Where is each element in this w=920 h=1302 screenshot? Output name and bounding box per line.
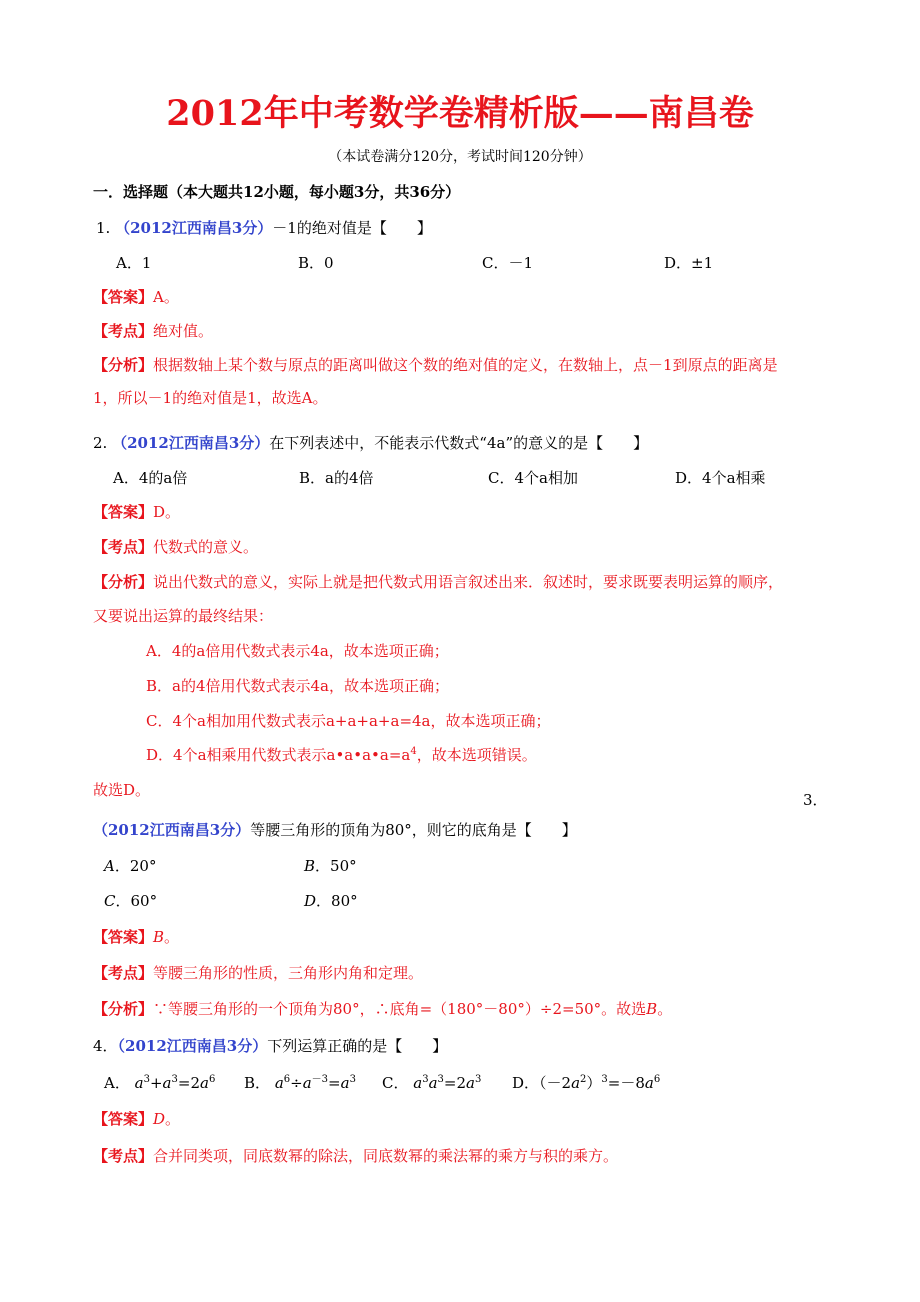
exam-info: （本试卷满分120分，考试时间120分钟）	[328, 149, 592, 165]
option-letter: A．	[104, 1074, 130, 1092]
answer	[93, 287, 179, 307]
option-d: D．4个a相乘	[675, 469, 766, 487]
option-letter: C	[104, 892, 116, 910]
question-stem: 下列运算正确的是【 】	[267, 1037, 448, 1055]
answer-value: D	[153, 1110, 166, 1128]
option-letter: B．	[244, 1074, 271, 1092]
option-c: C．4个a相加	[488, 469, 578, 487]
answer	[93, 927, 179, 947]
option-d: D．$(-2a^2)^3=-8a^6$	[512, 1074, 661, 1092]
option-d: D．±1	[664, 254, 714, 272]
analysis-option-b: B．a的4倍用代数式表示4a，故本选项正确；	[146, 677, 449, 695]
question-number: 3．	[803, 791, 828, 809]
question-source: （2012江西南昌3分）	[115, 219, 273, 237]
question-2	[93, 433, 648, 453]
detail-text-end: ，故本选项错误。	[416, 746, 537, 764]
question-source: （2012江西南昌3分）	[93, 821, 251, 839]
question-3	[93, 820, 577, 840]
key-point	[93, 963, 423, 983]
analysis	[93, 999, 672, 1019]
analysis-tag: 【分析】	[93, 1000, 154, 1018]
option-value: 60°	[130, 892, 158, 910]
option-c: C．60°	[104, 892, 158, 910]
analysis-text: ∵等腰三角形的一个顶角为80°，∴底角=（180°－80°）÷2=50°。故选	[153, 1000, 647, 1018]
key-point-tag: 【考点】	[93, 964, 154, 982]
key-point-tag: 【考点】	[93, 538, 154, 556]
question-number: 1.	[96, 219, 111, 237]
question-stem: －1的绝对值是【 】	[272, 219, 432, 237]
answer	[93, 502, 180, 522]
answer-value: A。	[153, 288, 179, 306]
answer-tag: 【答案】	[93, 1110, 154, 1128]
detail-text: D．4个a相乘用代数式表示a•a•a•a=a	[146, 746, 411, 764]
option-letter: D．	[512, 1074, 540, 1092]
answer-value: D。	[153, 503, 181, 521]
option-letter: B	[304, 857, 316, 875]
analysis-tag: 【分析】	[93, 573, 154, 591]
key-point-tag: 【考点】	[93, 322, 154, 340]
option-c: C． $a^3a^3=2a^3$	[382, 1074, 482, 1092]
option-a: A．1	[116, 254, 152, 272]
analysis	[93, 355, 778, 375]
question-stem: 等腰三角形的顶角为80°，则它的底角是【 】	[250, 821, 577, 839]
option-b: B．0	[298, 254, 334, 272]
answer-tag: 【答案】	[93, 288, 154, 306]
analysis-letter: B	[646, 1000, 658, 1018]
analysis-end: 。	[657, 1000, 673, 1018]
option-b: B．50°	[304, 857, 357, 875]
question-4	[93, 1036, 447, 1056]
key-point	[93, 1146, 618, 1166]
section-heading: 一．选择题（本大题共12小题，每小题3分，共36分）	[93, 183, 461, 201]
answer	[93, 1109, 180, 1129]
key-point-tag: 【考点】	[93, 1147, 154, 1165]
option-value: 50°	[330, 857, 357, 875]
key-point	[93, 537, 258, 557]
key-point-text: 合并同类项，同底数幂的除法，同底数幂的乘法幂的乘方与积的乘方。	[153, 1147, 619, 1165]
analysis-option-c: C．4个a相加用代数式表示a+a+a+a=4a，故本选项正确；	[146, 712, 551, 730]
question-stem: 在下列表述中，不能表示代数式“4a”的意义的是【 】	[269, 434, 649, 452]
answer-tag: 【答案】	[93, 928, 154, 946]
answer-value: B	[153, 928, 165, 946]
key-point	[93, 321, 213, 341]
option-letter: A	[104, 857, 115, 875]
analysis-option-d	[146, 745, 537, 765]
question-number: 4．	[93, 1037, 118, 1055]
analysis-tag: 【分析】	[93, 356, 154, 374]
exponent: 4	[410, 746, 417, 757]
key-point-text: 代数式的意义。	[153, 538, 259, 556]
question-source: （2012江西南昌3分）	[112, 434, 270, 452]
answer-end: 。	[164, 928, 180, 946]
analysis-text: 说出代数式的意义，实际上就是把代数式用语言叙述出来．叙述时，要求既要表明运算的顺序，	[153, 573, 784, 591]
option-a: A．4的a倍	[113, 469, 188, 487]
key-point-text: 等腰三角形的性质，三角形内角和定理。	[153, 964, 424, 982]
analysis	[93, 572, 783, 592]
question-1	[96, 218, 432, 238]
option-letter: D	[304, 892, 317, 910]
key-point-text: 绝对值。	[153, 322, 214, 340]
option-b: B．a的4倍	[299, 469, 374, 487]
question-number: 2.	[93, 434, 108, 452]
analysis-option-a: A．4的a倍用代数式表示4a，故本选项正确；	[146, 642, 449, 660]
option-value: 80°	[331, 892, 358, 910]
answer-end: 。	[165, 1110, 181, 1128]
option-c: C．－1	[482, 254, 534, 272]
analysis-text: 根据数轴上某个数与原点的距离叫做这个数的绝对值的定义，在数轴上，点－1到原点的距离是	[153, 356, 778, 374]
option-value: 20°	[129, 857, 157, 875]
option-a: A． $a^3+a^3=2a^6$	[104, 1074, 216, 1092]
analysis-continued: 又要说出运算的最终结果：	[93, 607, 274, 625]
answer-tag: 【答案】	[93, 503, 154, 521]
analysis-continued: 1，所以－1的绝对值是1，故选A。	[93, 389, 328, 407]
page-title: 2012年中考数学卷精析版——南昌卷	[166, 93, 754, 134]
option-letter: C．	[382, 1074, 409, 1092]
question-source: （2012江西南昌3分）	[117, 1037, 268, 1055]
option-d: D．80°	[304, 892, 358, 910]
conclusion: 故选D。	[93, 781, 151, 799]
option-a: A．20°	[104, 857, 157, 875]
option-b: B． $a^6\div a^{-3}=a^3$	[244, 1074, 356, 1092]
